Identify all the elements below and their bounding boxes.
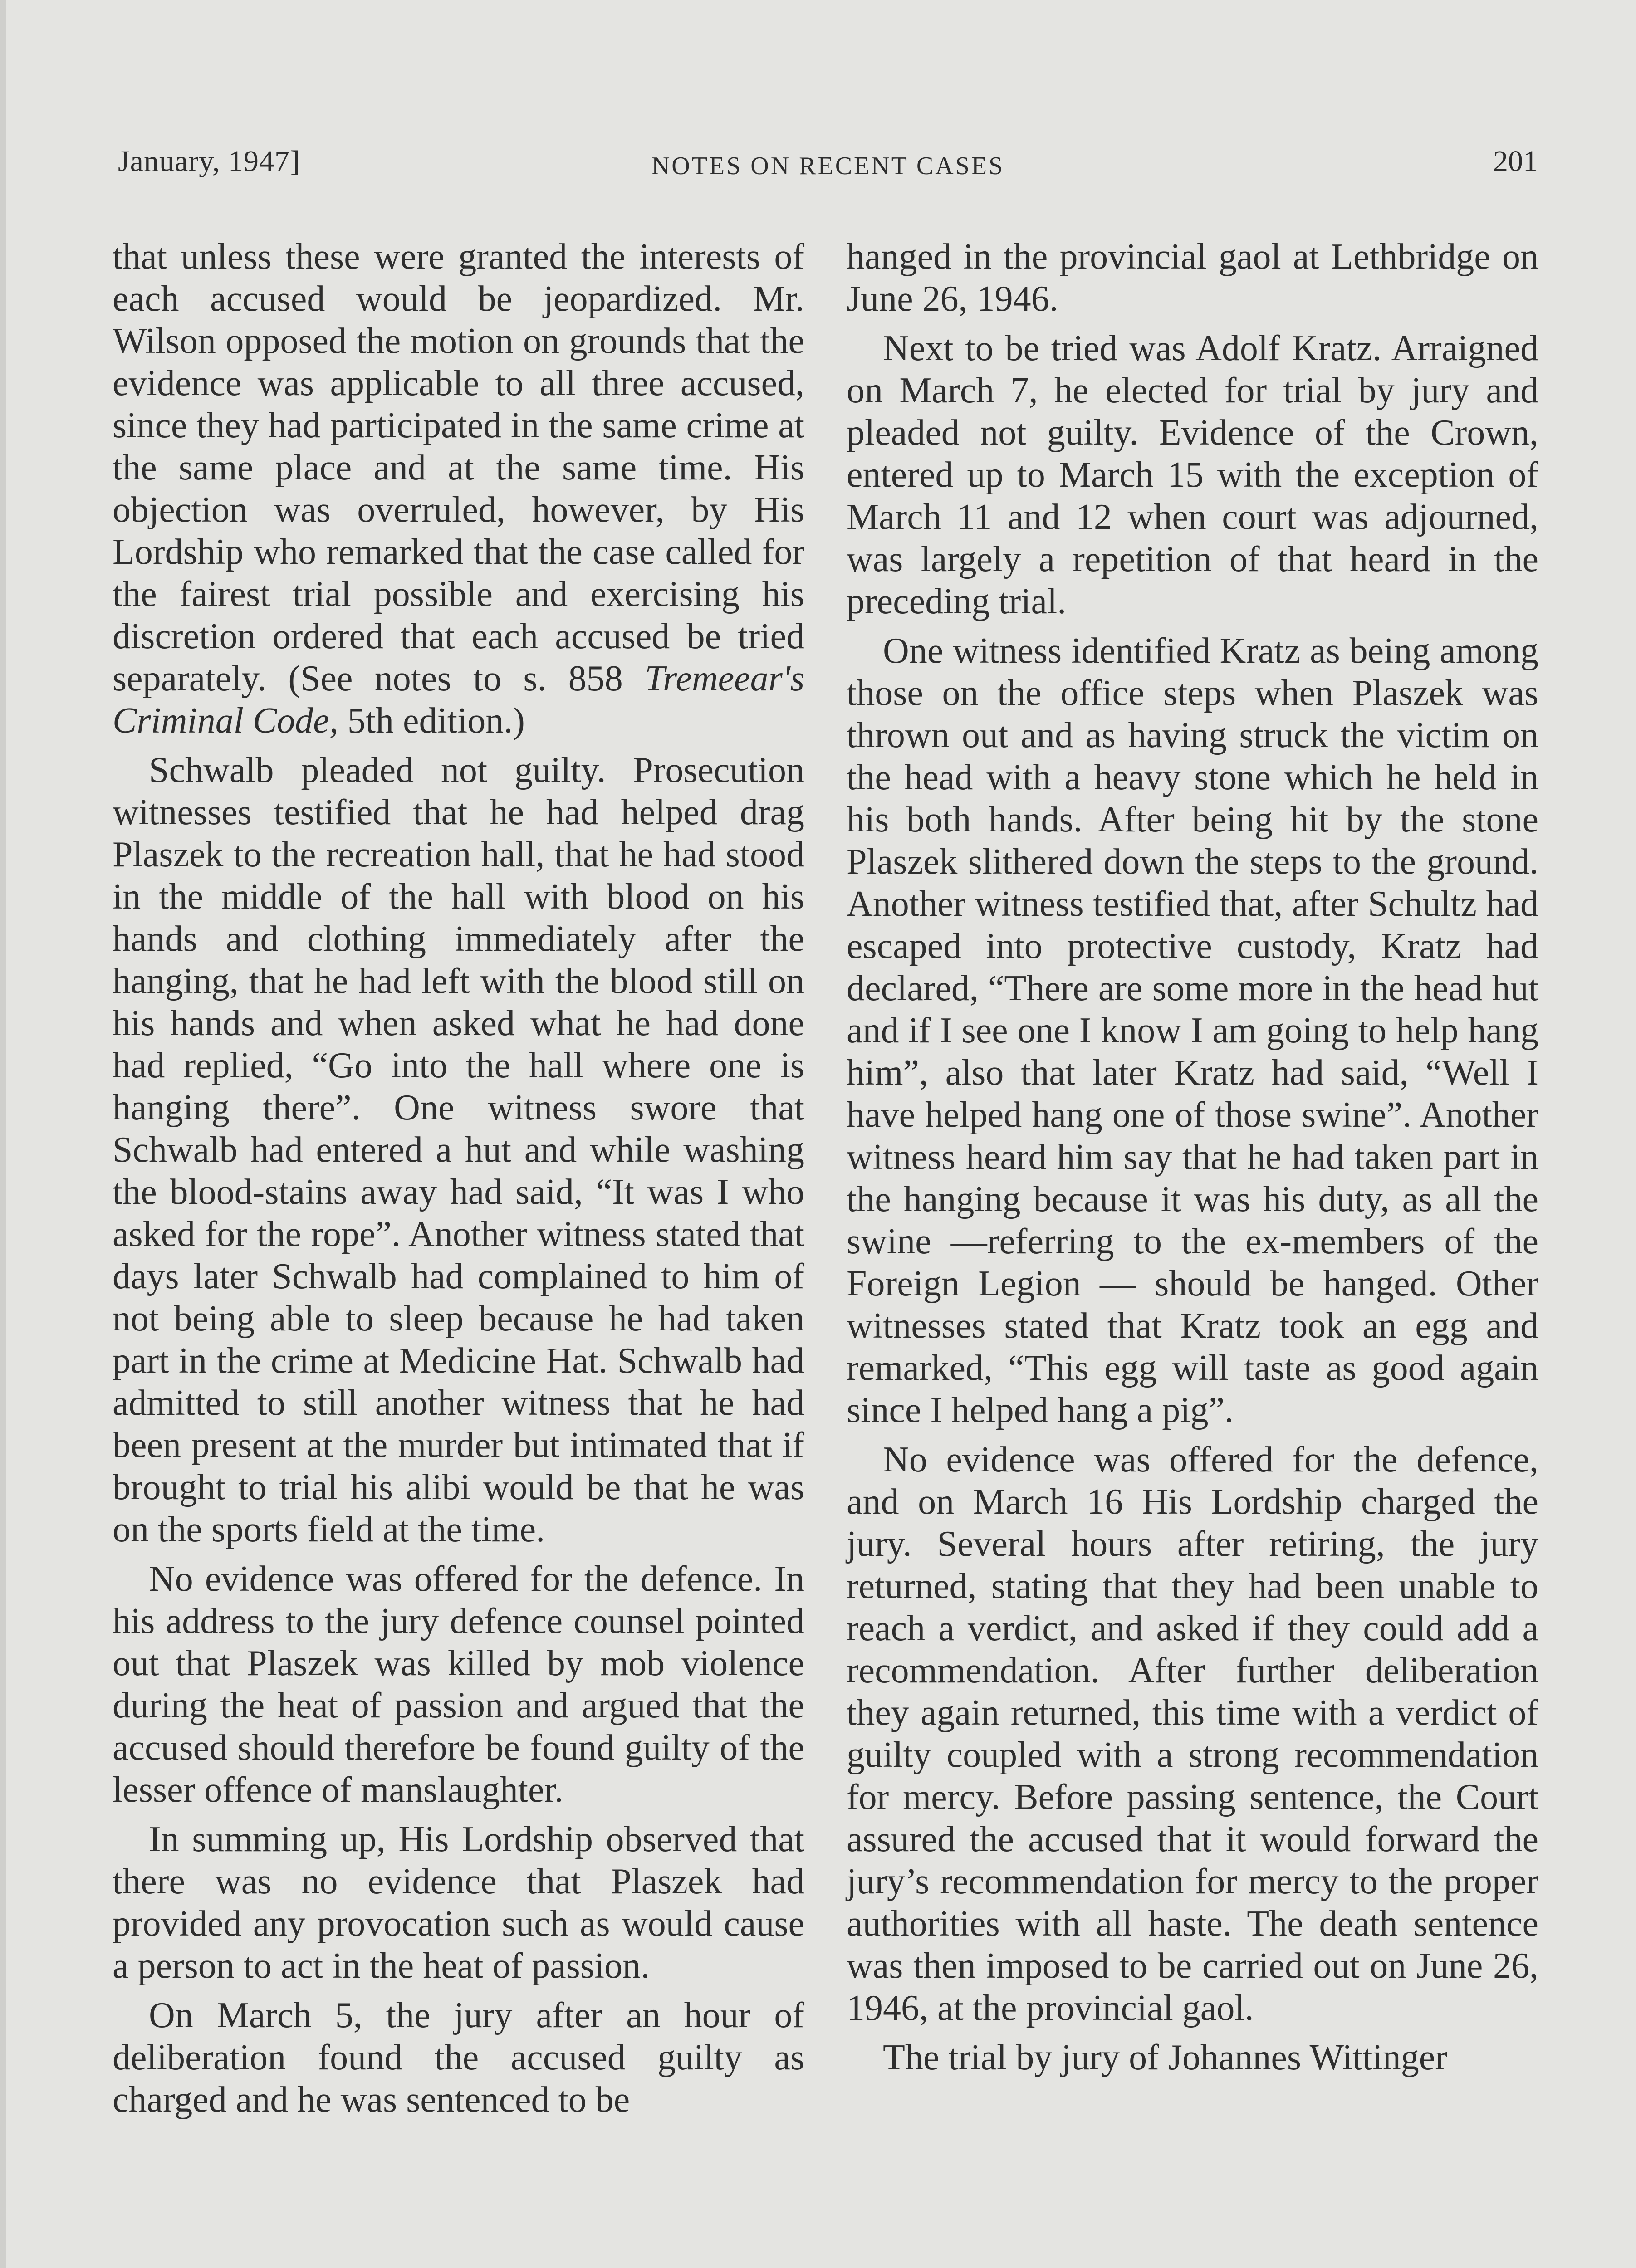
paragraph: One witness identified Kratz as being among those on the office steps when Plaszek was thrown out and as having struck the victim on the head with a heavy stone which he held in his both hands. After being hit by the stone Plaszek slithered down the steps to the ground. Another witness testified that, after Schultz had escaped into protective custody, Kratz had declared, “There are some more in the head hut and if I see one I know I am going to help hang him”, also that later Kratz had said, “Well I have helped hang one of those swine”. Another witness heard him say that he had taken part in the hanging because it was his duty, as all the swine —referring to the ex-members of the Foreign Legion — should be hanged. Other witnesses stated that Kratz took an egg and remarked, “This egg will taste as good again since I helped hang a pig”. — [847, 631, 1538, 1430]
paragraph — [113, 236, 804, 742]
paragraph-text: that unless these were granted the interests of each accused would be jeopardized. Mr. Wilson opposed the motion on grounds that the evidence was applicable to all three accused, since they had participated in the same crime at the same place and at the same time. His objection was overruled, however, by His Lordship who remarked that the case called for the fairest trial possible and exercising his discretion ordered that each accused be tried separately. (See notes to s. 858 — [113, 237, 804, 699]
header-date: January, 1947] — [118, 145, 300, 178]
running-head — [118, 144, 1538, 194]
paragraph: On March 5, the jury after an hour of deliberation found the accused guilty as charged and he was sentenced to be — [113, 1995, 804, 2120]
right-column — [847, 236, 1538, 2079]
header-title: NOTES ON RECENT CASES — [651, 152, 1005, 180]
paragraph: hanged in the provincial gaol at Lethbridge on June 26, 1946. — [847, 237, 1538, 319]
paragraph: In summing up, His Lordship observed that there was no evidence that Plaszek had provided any provocation such as would cause a person to act in the heat of passion. — [113, 1819, 804, 1986]
paragraph: Next to be tried was Adolf Kratz. Arraigned on March 7, he elected for trial by jury and pleaded not guilty. Evidence of the Crown, entered up to March 15 with the exception of March 11 and 12 when court was adjourned, was largely a repetition of that heard in the preceding trial. — [847, 328, 1538, 621]
paragraph: No evidence was offered for the defence, and on March 16 His Lordship charged the jury. Several hours after retiring, the jury returned, stating that they had been unable to reach a verdict, and asked if they could add a recommendation. After further deliberation they again returned, this time with a verdict of guilty coupled with a strong recommendation for mercy. Before passing sentence, the Court assured the accused that it would forward the jury’s recommendation for mercy to the proper authorities with all haste. The death sentence was then imposed to be carried out on June 26, 1946, at the provincial gaol. — [847, 1440, 1538, 2028]
paragraph: The trial by jury of Johannes Wittinger — [883, 2038, 1447, 2077]
page-edge-shadow — [0, 0, 6, 2268]
page-number: 201 — [1493, 145, 1538, 178]
citation-title: Tremeear's Criminal Code, — [113, 659, 804, 741]
paragraph-text: 5th edition.) — [338, 701, 525, 741]
left-column — [113, 236, 804, 2121]
paragraph: No evidence was offered for the defence. In his address to the jury defence counsel pointed out that Plaszek was killed by mob violence during the heat of passion and argued that the accused should therefore be found guilty of the lesser offence of manslaughter. — [113, 1559, 804, 1810]
paragraph: Schwalb pleaded not guilty. Prosecution witnesses testified that he had helped drag Plaszek to the recreation hall, that he had stood in the middle of the hall with blood on his hands and clothing immediately after the hanging, that he had left with the blood still on his hands and when asked what he had done had replied, “Go into the hall where one is hanging there”. One witness swore that Schwalb had entered a hut and while washing the blood-stains away had said, “It was I who asked for the rope”. Another witness stated that days later Schwalb had complained to him of not being able to sleep because he had taken part in the crime at Medicine Hat. Schwalb had admitted to still another witness that he had been present at the murder but intimated that if brought to trial his alibi would be that he was on the sports field at the time. — [113, 750, 804, 1549]
